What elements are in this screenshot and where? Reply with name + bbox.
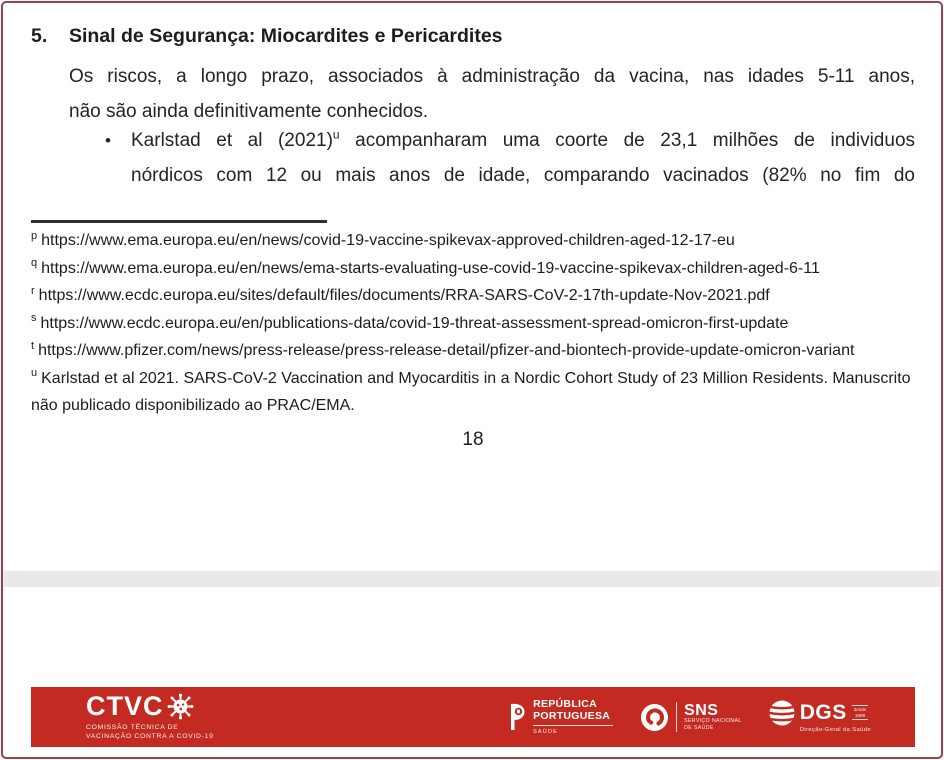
footnote-marker: r [31, 284, 35, 297]
footnote-s [31, 310, 915, 338]
footnote-p [31, 227, 915, 255]
footnote-q [31, 255, 915, 283]
dgs-logo [769, 700, 871, 734]
section-number: 5. [31, 25, 48, 47]
footnote-marker: q [31, 257, 38, 270]
footnote-marker: u [31, 367, 38, 380]
document-page [1, 1, 943, 759]
citation-text: Karlstad et al (2021) [131, 130, 333, 151]
page-number: 18 [462, 428, 484, 450]
dgs-since-line: 1899 [854, 712, 866, 718]
footnote-u [31, 365, 915, 420]
footnote-url: https://www.ema.europa.eu/en/news/covid-19-vaccine-spikevax-approved-children-aged-12-17-eu [41, 232, 735, 249]
republica-portuguesa-logo [507, 699, 613, 735]
republica-sub: SAÚDE [533, 729, 559, 735]
footnote-marker: p [31, 229, 38, 242]
footnote-url: https://www.pfizer.com/news/press-release/press-release-detail/pfizer-and-biontech-provide-update-omicron-variant [38, 342, 855, 359]
ctvc-acronym: CTVC [86, 691, 164, 721]
footnote-url: https://www.ecdc.europa.eu/en/publications-data/covid-19-threat-assessment-spread-omicron-first-update [40, 314, 789, 332]
footnote-separator-rule [31, 220, 327, 223]
footnote-url: https://www.ema.europa.eu/en/news/ema-starts-evaluating-use-covid-19-vaccine-spikevax-children-aged-6-11 [41, 259, 820, 277]
paragraph-line: não são ainda definitivamente conhecidos. [69, 101, 429, 122]
sns-icon [640, 703, 669, 732]
footnote-marker: s [31, 312, 37, 325]
government-logos [507, 699, 871, 735]
republica-name-line: REPÚBLICA [533, 698, 598, 710]
footnote-r [31, 282, 915, 310]
footer-banner [31, 687, 915, 747]
footnote-reference-u: u [332, 127, 340, 142]
footnote-t [31, 337, 915, 365]
bullet-item [31, 123, 915, 193]
sns-divider [676, 702, 677, 732]
footer-separator-band [3, 571, 941, 587]
bullet-line: nórdicos com 12 ou mais anos de idade, comparando vacinados (82% no fim do [131, 165, 915, 186]
bullet-icon: • [105, 131, 111, 150]
ctvc-logo [86, 693, 214, 741]
footnote-marker: t [31, 339, 35, 352]
ctvc-subtitle-line: VACINAÇÃO CONTRA A COVID-19 [86, 733, 214, 740]
republica-rule [533, 725, 613, 726]
footnote-url: https://www.ecdc.europa.eu/sites/default/files/documents/RRA-SARS-CoV-2-17th-update-Nov-2021.pdf [38, 287, 770, 304]
dgs-since [852, 705, 869, 720]
footnotes-block [31, 227, 915, 420]
virus-icon [167, 693, 194, 720]
intro-paragraph [69, 59, 915, 129]
section-heading [31, 23, 915, 49]
sns-sub-line: SERVIÇO NACIONAL [684, 718, 742, 724]
document-body [31, 23, 915, 453]
sns-logo [640, 702, 742, 732]
republica-portuguesa-emblem [507, 703, 527, 731]
dgs-globe-icon [769, 700, 795, 726]
ctvc-subtitle-line: COMISSÃO TÉCNICA DE [86, 724, 179, 731]
sns-acronym: SNS [684, 702, 719, 719]
dgs-sub: Direção-Geral da Saúde [799, 727, 871, 734]
sns-sub-line: DE SAÚDE [684, 724, 714, 731]
footnote-citation: Karlstad et al 2021. SARS-CoV-2 Vaccination and Myocarditis in a Nordic Cohort Study of 23 Million Residents. Manuscrito não publicado disponibilizado ao PRAC/EMA. [31, 369, 911, 414]
dgs-since-line: desde [853, 707, 867, 713]
bullet-text: acompanharam uma coorte de 23,1 milhões de individuos [339, 130, 916, 151]
dgs-acronym: DGS [799, 701, 847, 725]
republica-name-line: PORTUGUESA [533, 709, 611, 722]
paragraph-line: Os riscos, a longo prazo, associados à administração da vacina, nas idades 5-11 anos, [69, 66, 915, 87]
bullet-line [131, 123, 915, 158]
section-title: Sinal de Segurança: Miocardites e Pericardites [69, 25, 503, 47]
